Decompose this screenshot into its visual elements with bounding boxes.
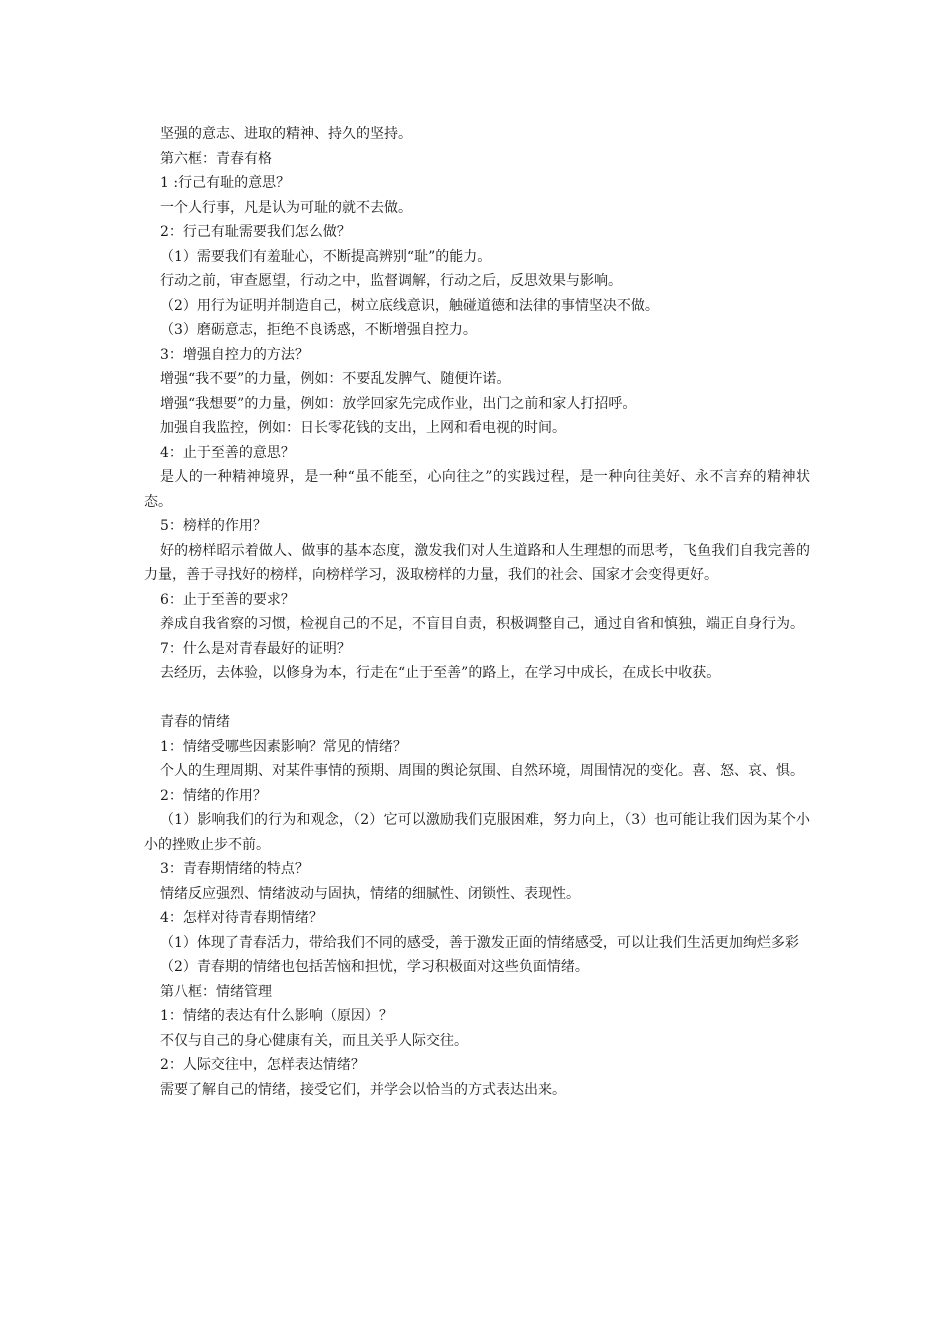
answer: （1）需要我们有羞耻心，不断提高辨别“耻”的能力。 (160, 248, 492, 265)
answer: 加强自我监控，例如：日长零花钱的支出，上网和看电视的时间。 (160, 420, 566, 436)
section-heading: 第六框：青春有格 (160, 150, 272, 167)
question: 4：怎样对待青春期情绪？ (160, 910, 323, 926)
answer-paragraph: 是人的一种精神境界，是一种“虽不能至，心向往之”的实践过程，是一种向往美好、永不言弃的精神状态。 (144, 469, 810, 510)
answer: 行动之前，审查愿望，行动之中，监督调解，行动之后，反思效果与影响。 (160, 273, 622, 289)
question: 1：情绪的表达有什么影响（原因）？ (160, 1008, 393, 1024)
answer: 情绪反应强烈、情绪波动与固执，情绪的细腻性、闭锁性、表现性。 (160, 885, 580, 902)
question: 4：止于至善的意思？ (160, 444, 295, 461)
answer: 一个人行事，凡是认为可耻的就不去做。 (160, 199, 412, 216)
answer: 增强“我想要”的力量，例如：放学回家先完成作业，出门之前和家人打招呼。 (160, 395, 637, 412)
question: 1 :行己有耻的意思？ (160, 175, 291, 191)
question: 2：行己有耻需要我们怎么做？ (160, 224, 351, 240)
section-heading: 青春的情绪 (160, 714, 230, 730)
section-heading: 第八框：情绪管理 (160, 983, 272, 1000)
question: 3：青春期情绪的特点？ (160, 861, 309, 877)
answer: 去经历，去体验，以修身为本，行走在“止于至善”的路上，在学习中成长，在成长中收获。 (160, 665, 721, 681)
document-body (144, 122, 810, 1102)
question: 5：榜样的作用？ (160, 518, 267, 534)
text-line: 坚强的意志、进取的精神、持久的坚持。 (160, 126, 412, 142)
answer: 需要了解自己的情绪，接受它们，并学会以恰当的方式表达出来。 (160, 1081, 566, 1098)
question: 2：人际交往中，怎样表达情绪？ (160, 1057, 365, 1073)
question: 6：止于至善的要求？ (160, 591, 295, 608)
answer-paragraph: 好的榜样昭示着做人、做事的基本态度，激发我们对人生道路和人生理想的而思考，飞鱼我们自我完善的力量，善于寻找好的榜样，向榜样学习，汲取榜样的力量，我们的社会、国家才会变得更好。 (144, 542, 810, 583)
question: 1：情绪受哪些因素影响？常见的情绪？ (160, 738, 407, 755)
answer-paragraph: 养成自我省察的习惯，检视自己的不足，不盲目自责，积极调整自己，通过自省和慎独，端正自身行为。 (160, 616, 804, 632)
blank-line (144, 686, 810, 711)
answer-paragraph: 个人的生理周期、对某件事情的预期、周围的舆论氛围、自然环境，周围情况的变化。喜、怒、哀、惧。 (160, 763, 804, 779)
answer: 增强“我不要”的力量，例如：不要乱发脾气、随便许诺。 (160, 371, 511, 387)
question: 7：什么是对青春最好的证明？ (160, 640, 351, 657)
answer-paragraph: （1）影响我们的行为和观念，（2）它可以激励我们克服困难，努力向上，（3）也可能让我们因为某个小小的挫败止步不前。 (144, 812, 810, 853)
question: 3：增强自控力的方法？ (160, 346, 309, 363)
question: 2：情绪的作用？ (160, 787, 267, 804)
answer-paragraph: （1）体现了青春活力，带给我们不同的感受，善于激发正面的情绪感受，可以让我们生活更加绚烂多彩 (160, 934, 799, 951)
answer: （2）用行为证明并制造自己，树立底线意识，触碰道德和法律的事情坚决不做。 (160, 297, 659, 314)
answer: 不仅与自己的身心健康有关，而且关乎人际交往。 (160, 1032, 468, 1049)
answer: （3）磨砺意志，拒绝不良诱惑，不断增强自控力。 (160, 322, 477, 338)
answer: （2）青春期的情绪也包括苦恼和担忧，学习积极面对这些负面情绪。 (160, 959, 589, 975)
